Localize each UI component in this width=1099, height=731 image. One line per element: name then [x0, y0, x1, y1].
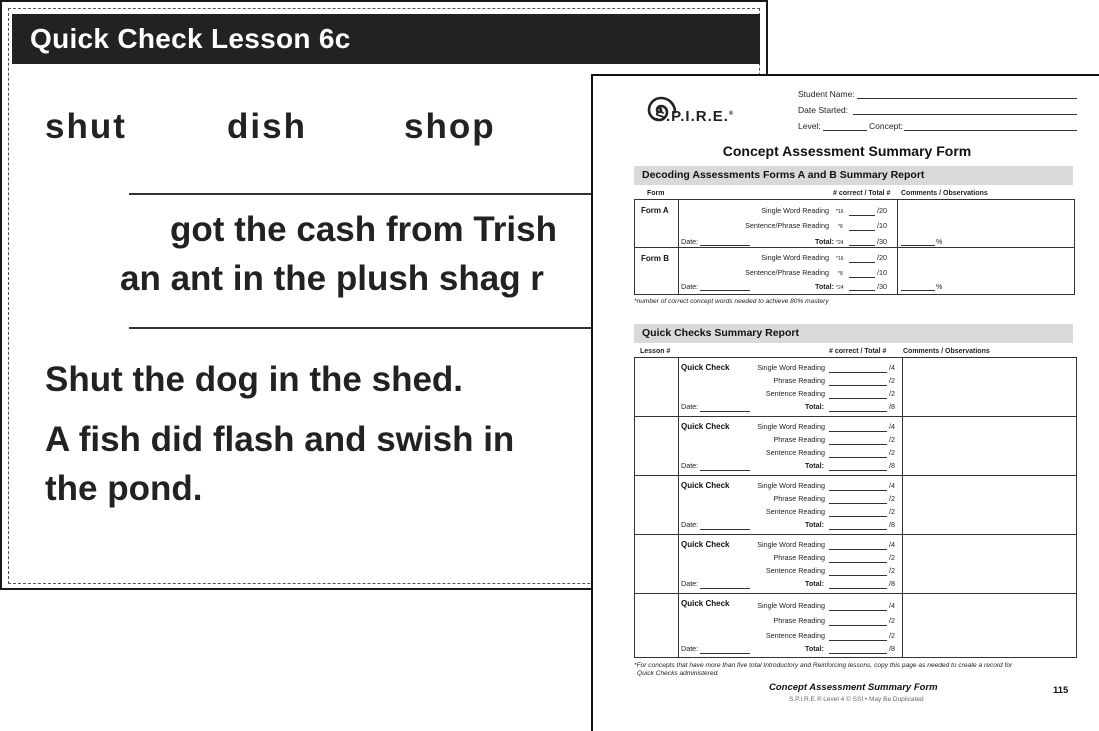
qc-row-2-name: Phrase Reading: [773, 494, 825, 503]
form-title: Concept Assessment Summary Form: [722, 143, 972, 159]
qc-row-1-name: Single Word Reading: [757, 540, 825, 549]
qc-total-blank: [829, 653, 887, 654]
quick-check-title: Quick Check Lesson 6c: [30, 23, 351, 54]
form-a-row-1-blank: [849, 215, 875, 216]
qc-row-1-total: /4: [889, 363, 895, 372]
form-a-row-2-name: Sentence/Phrase Reading: [745, 221, 829, 230]
qc-row-2-total: /2: [889, 435, 895, 444]
col-head-qc-comments: Comments / Observations: [903, 348, 990, 355]
form-b-total-value: /30: [877, 282, 887, 291]
qc-date-label: Date:: [681, 579, 699, 588]
qc-row-3-total: /2: [889, 389, 895, 398]
decoding-section-bar: [634, 166, 1073, 185]
qc-row-3-blank: [829, 640, 887, 641]
qc-row-2-blank: [829, 444, 887, 445]
qc-date-blank: [700, 470, 750, 471]
qc-total-blank: [829, 588, 887, 589]
qc-row-1-blank: [829, 431, 887, 432]
qc-total-value: /8: [889, 520, 895, 529]
col-head-correct: # correct / Total #: [833, 190, 891, 197]
logo-text: S.P.I.R.E.®: [655, 108, 735, 125]
qc-total-value: /8: [889, 402, 895, 411]
level-label: Level:: [798, 121, 821, 131]
qc-row-1-name: Single Word Reading: [757, 363, 825, 372]
form-b-total-blank: [849, 290, 875, 291]
col-head-qc-correct: # correct / Total #: [829, 348, 887, 355]
sentence-1: Shut the dog in the shed.: [45, 360, 464, 399]
form-a-total-blank: [849, 245, 875, 246]
concept-label: Concept:: [869, 121, 904, 131]
form-b-percent: %: [936, 282, 943, 291]
word-3: shop: [404, 107, 496, 146]
qc-date-blank: [700, 588, 750, 589]
qc-date-blank: [700, 653, 750, 654]
quick-check-block-1: [593, 359, 1099, 418]
qc-date-blank: [700, 411, 750, 412]
qc-row-3-total: /2: [889, 448, 895, 457]
qc-total-label: Total:: [805, 402, 825, 411]
qc-date-blank: [700, 529, 750, 530]
qc-total-label: Total:: [805, 461, 825, 470]
date-started-label: Date Started:: [798, 105, 849, 115]
sentence-2-line-2: the pond.: [45, 469, 203, 508]
qc-row-2-total: /2: [889, 376, 895, 385]
qc-row-3-name: Sentence Reading: [765, 566, 825, 575]
decoding-section-title: Decoding Assessments Forms A and B Summary Report: [642, 169, 925, 181]
qc-total-value: /8: [889, 461, 895, 470]
form-b-row-1-blank: [849, 262, 875, 263]
qc-total-label: Total:: [805, 644, 825, 653]
quick-checks-section-bar: [634, 324, 1073, 343]
summary-form-page: [591, 74, 1099, 731]
qc-row-3-name: Sentence Reading: [765, 507, 825, 516]
quick-check-label: Quick Check: [681, 422, 730, 431]
copyright: S.P.I.R.E.® Level 4 © SSI • May Be Duplicated: [789, 696, 924, 703]
qc-total-blank: [829, 529, 887, 530]
phrase-2: an ant in the plush shag r: [120, 259, 544, 298]
decoding-footnote: *number of correct concept words needed to achieve 80% mastery: [634, 298, 829, 305]
qc-date-label: Date:: [681, 644, 699, 653]
qc-row-3-name: Sentence Reading: [765, 631, 825, 640]
qc-row-2-blank: [829, 503, 887, 504]
qc-date-label: Date:: [681, 461, 699, 470]
col-head-lesson: Lesson #: [640, 348, 671, 355]
qc-row-2-blank: [829, 562, 887, 563]
qc-row-3-name: Sentence Reading: [765, 389, 825, 398]
divider-bottom: [129, 327, 599, 329]
form-a-total-star: *24: [836, 240, 844, 246]
form-b-date-blank: [700, 290, 750, 291]
quick-check-label: Quick Check: [681, 481, 730, 490]
form-b-total-label: Total:: [815, 282, 835, 291]
page-number: 115: [1053, 685, 1069, 696]
student-name-label: Student Name:: [798, 89, 855, 99]
qc-row-2-name: Phrase Reading: [773, 616, 825, 625]
form-a-total-label: Total:: [815, 237, 835, 246]
quick-check-block-3: [593, 477, 1099, 536]
form-a-row-2-blank: [849, 230, 875, 231]
qc-row-1-name: Single Word Reading: [757, 422, 825, 431]
qc-total-blank: [829, 411, 887, 412]
sentence-2-line-1: A fish did flash and swish in: [45, 420, 515, 459]
student-name-line: [857, 98, 1077, 99]
qc-row-1-blank: [829, 549, 887, 550]
qc-row-2-name: Phrase Reading: [773, 553, 825, 562]
form-b-row-1-name: Single Word Reading: [761, 253, 829, 262]
qc-total-value: /8: [889, 579, 895, 588]
footer-title: Concept Assessment Summary Form: [769, 682, 938, 693]
form-a-date-label: Date:: [681, 237, 699, 246]
quick-check-block-2: [593, 418, 1099, 477]
qc-row-3-total: /2: [889, 507, 895, 516]
qc-row-1-total: /4: [889, 601, 895, 610]
qc-total-blank: [829, 470, 887, 471]
quick-check-header: [12, 14, 760, 64]
phrase-1: got the cash from Trish: [170, 210, 557, 249]
form-b-percent-blank: [901, 290, 935, 291]
form-b-row-2-blank: [849, 277, 875, 278]
divider-top: [129, 193, 599, 195]
qc-row-2-total: /2: [889, 616, 895, 625]
qc-row-3-total: /2: [889, 631, 895, 640]
concept-line: [904, 130, 1077, 131]
quick-checks-footnote-line-1: *For concepts that have more than five total Introductory and Reinforcing lessons, copy this page as needed to create a record for: [634, 662, 1013, 669]
qc-row-2-blank: [829, 625, 887, 626]
qc-row-1-blank: [829, 372, 887, 373]
qc-row-2-blank: [829, 385, 887, 386]
form-a-percent-blank: [901, 245, 935, 246]
form-b-row-1-total: /20: [877, 253, 887, 262]
quick-check-label: Quick Check: [681, 363, 730, 372]
col-head-form: Form: [647, 190, 665, 197]
form-b-label: Form B: [641, 254, 669, 263]
qc-row-3-blank: [829, 457, 887, 458]
qc-row-1-total: /4: [889, 422, 895, 431]
form-b-row-2-total: /10: [877, 268, 887, 277]
decoding-row-divider: [634, 247, 1075, 248]
form-a-row-1-star: *16: [836, 209, 844, 215]
form-b-date-label: Date:: [681, 282, 699, 291]
quick-check-block-5: [593, 595, 1099, 658]
qc-date-label: Date:: [681, 520, 699, 529]
word-1: shut: [45, 107, 127, 146]
qc-row-1-total: /4: [889, 481, 895, 490]
qc-total-label: Total:: [805, 520, 825, 529]
level-line: [823, 130, 867, 131]
form-a-row-2-star: *8: [838, 224, 843, 230]
form-a-total-value: /30: [877, 237, 887, 246]
form-a-percent: %: [936, 237, 943, 246]
qc-row-2-name: Phrase Reading: [773, 376, 825, 385]
form-a-row-1-total: /20: [877, 206, 887, 215]
qc-row-3-blank: [829, 398, 887, 399]
date-started-line: [853, 114, 1077, 115]
quick-check-label: Quick Check: [681, 540, 730, 549]
qc-row-3-total: /2: [889, 566, 895, 575]
form-b-row-2-star: *8: [838, 271, 843, 277]
qc-row-1-total: /4: [889, 540, 895, 549]
col-head-comments: Comments / Observations: [901, 190, 988, 197]
word-2: dish: [227, 107, 307, 146]
form-a-row-1-name: Single Word Reading: [761, 206, 829, 215]
qc-row-3-name: Sentence Reading: [765, 448, 825, 457]
form-a-date-blank: [700, 245, 750, 246]
quick-checks-section-title: Quick Checks Summary Report: [642, 327, 799, 339]
form-a-row-2-total: /10: [877, 221, 887, 230]
qc-row-2-name: Phrase Reading: [773, 435, 825, 444]
qc-row-1-blank: [829, 610, 887, 611]
qc-total-label: Total:: [805, 579, 825, 588]
qc-row-1-name: Single Word Reading: [757, 601, 825, 610]
qc-row-2-total: /2: [889, 494, 895, 503]
form-a-label: Form A: [641, 206, 669, 215]
qc-date-label: Date:: [681, 402, 699, 411]
form-b-row-1-star: *16: [836, 256, 844, 262]
qc-row-2-total: /2: [889, 553, 895, 562]
qc-row-1-blank: [829, 490, 887, 491]
quick-check-block-4: [593, 536, 1099, 595]
form-b-row-2-name: Sentence/Phrase Reading: [745, 268, 829, 277]
qc-row-1-name: Single Word Reading: [757, 481, 825, 490]
quick-check-label: Quick Check: [681, 599, 730, 608]
qc-total-value: /8: [889, 644, 895, 653]
quick-checks-footnote-line-2: Quick Checks administered.: [637, 670, 720, 677]
form-b-total-star: *24: [836, 285, 844, 291]
qc-row-3-blank: [829, 575, 887, 576]
qc-row-3-blank: [829, 516, 887, 517]
